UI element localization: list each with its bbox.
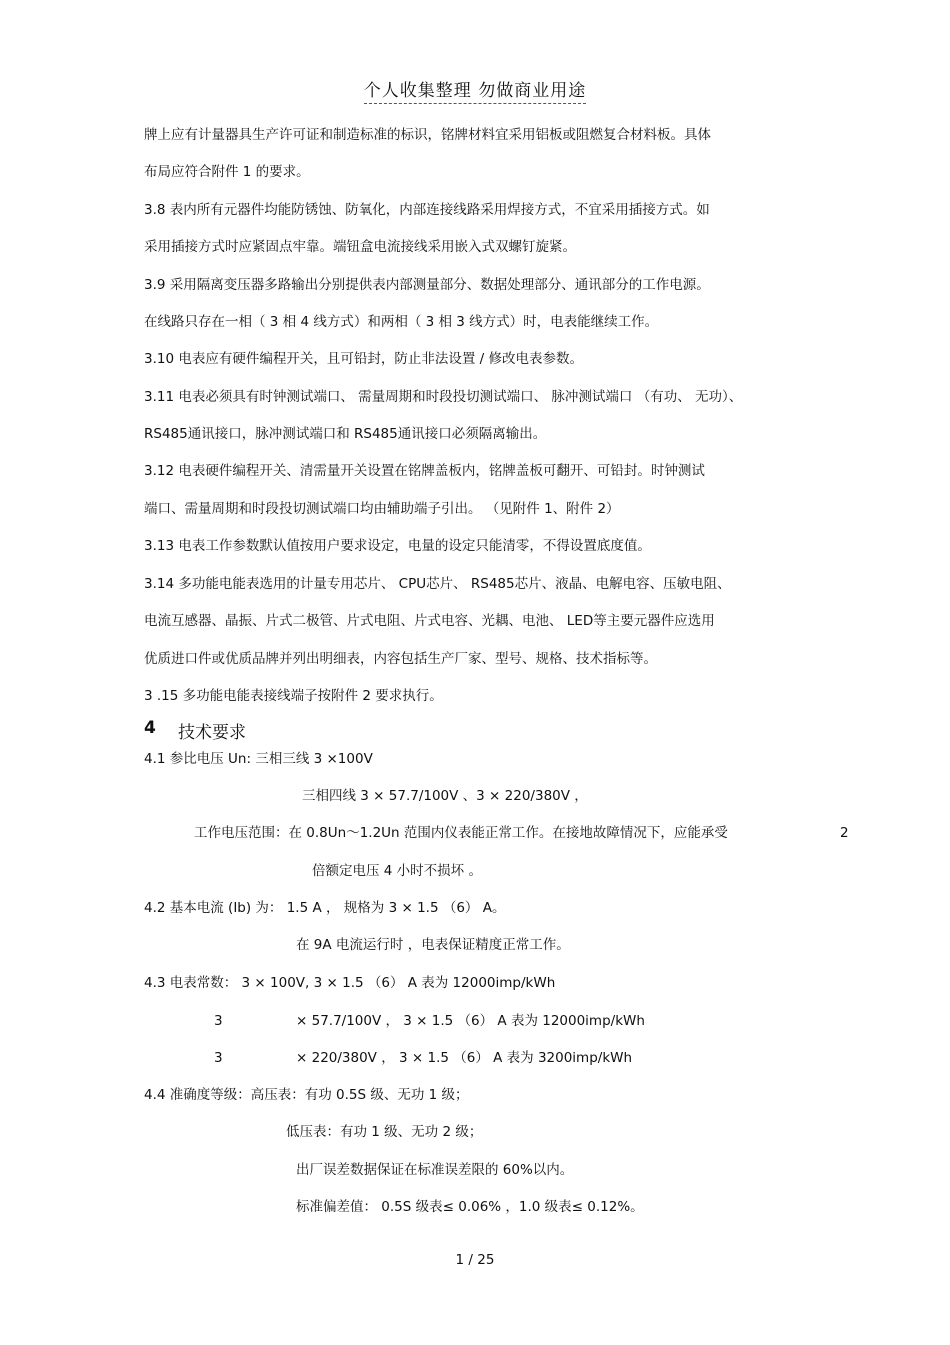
text-line: 3.12 电表硬件编程开关、清需量开关设置在铭牌盖板内，铭牌盖板可翻开、可铅封。时钟测试 (144, 463, 705, 479)
text-line: 3 (214, 1050, 223, 1066)
text-line: 3 (214, 1013, 223, 1029)
text-line: 3.8 表内所有元器件均能防锈蚀、防氧化，内部连接线路采用焊接方式，不宜采用插接方式。如 (144, 202, 710, 218)
text-line: 低压表：有功 1 级、无功 2 级； (286, 1124, 483, 1140)
text-line: 端口、需量周期和时段投切测试端口均由辅助端子引出。 （见附件 1、附件 2） (144, 501, 620, 517)
text-line: × 220/380V ， 3 × 1.5 （6） A 表为 3200imp/kWh (296, 1050, 633, 1066)
section-title: 技术要求 (178, 723, 246, 743)
text-line: 3.13 电表工作参数默认值按用户要求设定，电量的设定只能清零，不得设置底度值。 (144, 538, 651, 554)
text-line: 3.14 多功能电能表选用的计量专用芯片、 CPU芯片、 RS485芯片、液晶、电解电容、压敏电阻、 (144, 576, 731, 592)
text-line: RS485通讯接口，脉冲测试端口和 RS485通讯接口必须隔离输出。 (144, 426, 547, 442)
text-line: 出厂误差数据保证在标准误差限的 60%以内。 (296, 1162, 574, 1178)
text-line: 2 (840, 825, 849, 841)
section-number: 4 (144, 718, 156, 738)
text-line: 3.10 电表应有硬件编程开关，且可铅封，防止非法设置 / 修改电表参数。 (144, 351, 583, 367)
text-line: 3.11 电表必须具有时钟测试端口、 需量周期和时段投切测试端口、 脉冲测试端口 （有功、 无功）、 (144, 389, 743, 405)
text-line: 在 9A 电流运行时 ，电表保证精度正常工作。 (296, 937, 570, 953)
text-line: 4.3 电表常数： 3 × 100V, 3 × 1.5 （6） A 表为 12000imp/kWh (144, 975, 556, 991)
text-line: 三相四线 3 × 57.7/100V 、3 × 220/380V ， (302, 788, 588, 804)
text-line: 采用插接方式时应紧固点牢靠。端钮盒电流接线采用嵌入式双螺钉旋紧。 (144, 239, 576, 255)
text-line: 标准偏差值： 0.5S 级表≤ 0.06% ，1.0 级表≤ 0.12%。 (296, 1199, 644, 1215)
header-title: 个人收集整理 勿做商业用途 (364, 81, 586, 104)
page-header (0, 76, 950, 101)
text-line: 在线路只存在一相（ 3 相 4 线方式）和两相（ 3 相 3 线方式）时，电表能继续工作。 (144, 314, 659, 330)
text-line: 牌上应有计量器具生产许可证和制造标准的标识，铭牌材料宜采用铝板或阻燃复合材料板。具体 (144, 127, 711, 143)
text-line: 4.4 准确度等级：高压表：有功 0.5S 级、无功 1 级； (144, 1087, 469, 1103)
text-line: 4.1 参比电压 Un: 三相三线 3 ×100V (144, 751, 373, 767)
text-line: 优质进口件或优质品牌并列出明细表，内容包括生产厂家、型号、规格、技术指标等。 (144, 651, 657, 667)
text-line: 布局应符合附件 1 的要求。 (144, 164, 310, 180)
page-number: 1 / 25 (455, 1252, 495, 1268)
text-line: 工作电压范围：在 0.8Un～1.2Un 范围内仪表能正常工作。在接地故障情况下，应能承受 (194, 825, 728, 841)
text-line: 倍额定电压 4 小时不损坏 。 (312, 863, 482, 879)
text-line: 电流互感器、晶振、片式二极管、片式电阻、片式电容、光耦、电池、 LED等主要元器件应选用 (144, 613, 715, 629)
text-line: 3.9 采用隔离变压器多路输出分别提供表内部测量部分、数据处理部分、通讯部分的工作电源。 (144, 277, 710, 293)
text-line: 3 .15 多功能电能表接线端子按附件 2 要求执行。 (144, 688, 443, 704)
text-line: 4.2 基本电流 (Ib) 为： 1.5 A ， 规格为 3 × 1.5 （6） A。 (144, 900, 506, 916)
text-line: × 57.7/100V ， 3 × 1.5 （6） A 表为 12000imp/kWh (296, 1013, 645, 1029)
